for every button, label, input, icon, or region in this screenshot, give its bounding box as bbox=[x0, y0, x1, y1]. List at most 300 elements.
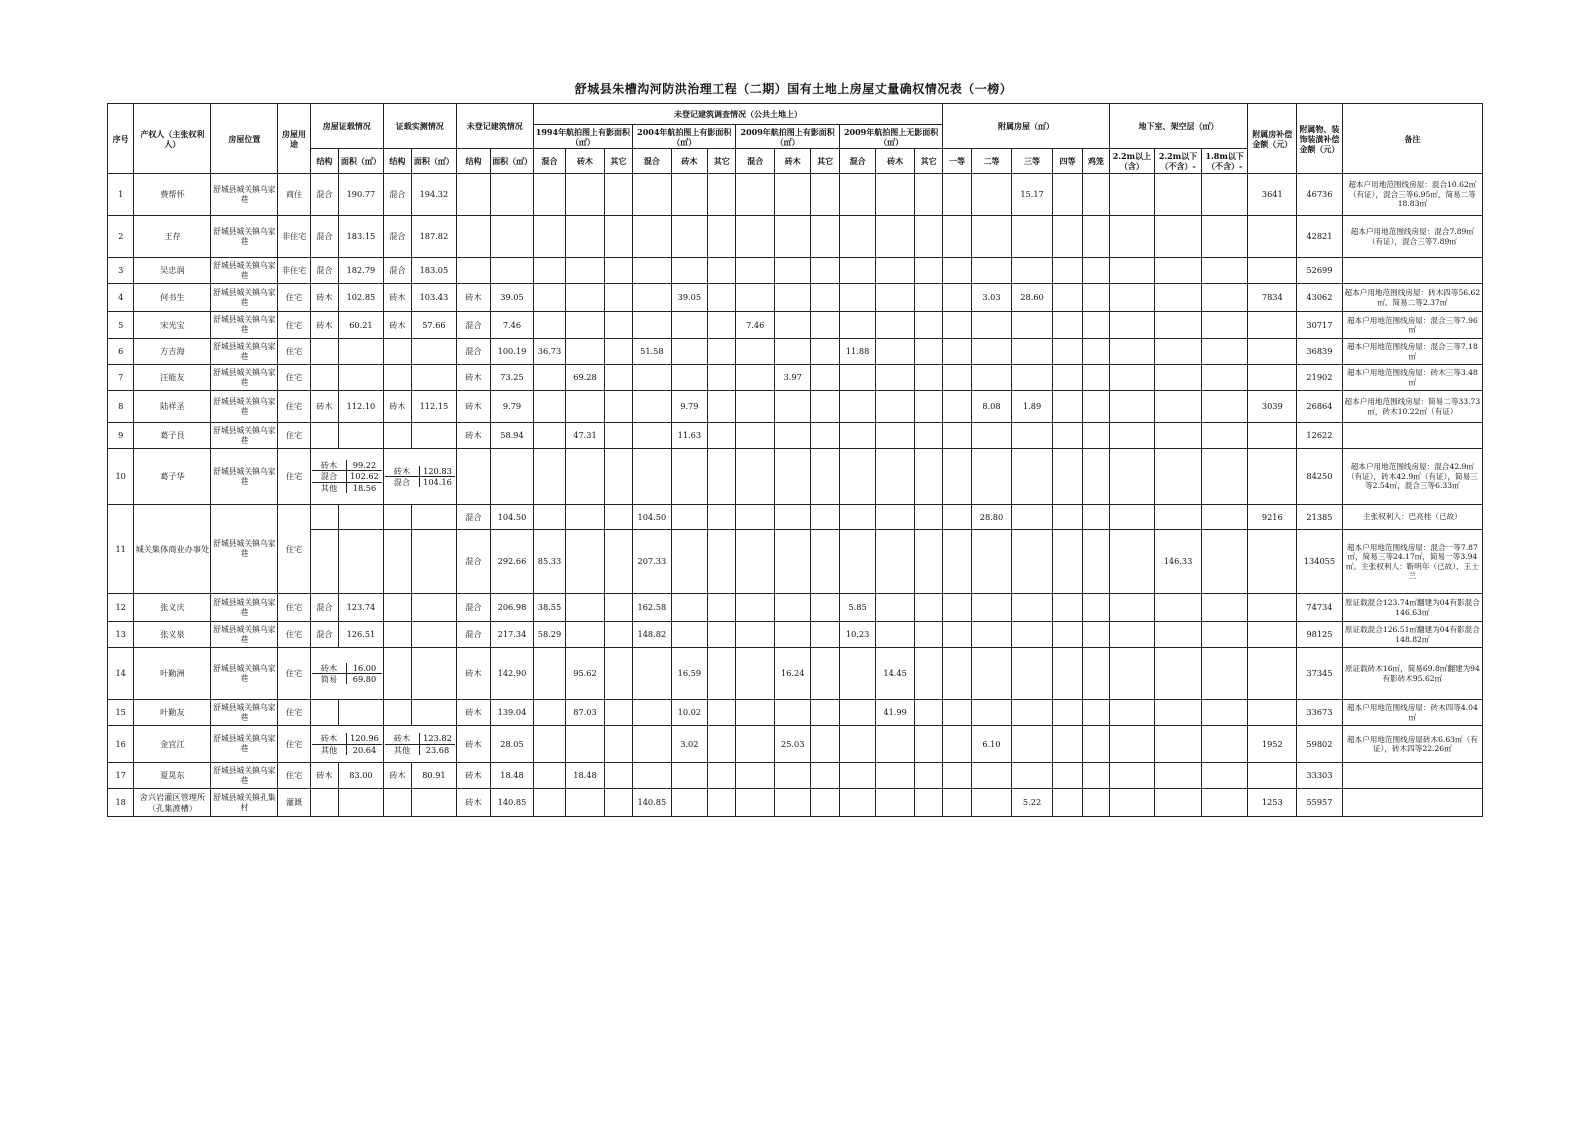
header-attached: 附属房屋（㎡） bbox=[943, 104, 1109, 149]
cell-b2 bbox=[1155, 622, 1202, 648]
house-location: 舒城县城关镇乌家巷 bbox=[211, 216, 278, 258]
table-row bbox=[108, 726, 1483, 763]
cell-z09: 25.03 bbox=[774, 726, 810, 763]
cell-g1 bbox=[943, 174, 971, 216]
measured-area bbox=[412, 648, 457, 700]
measured-area: 103.43 bbox=[412, 284, 457, 312]
cell-h04 bbox=[633, 700, 672, 726]
cert-area: 112.10 bbox=[339, 391, 384, 423]
cell-q04 bbox=[708, 216, 736, 258]
cell-z04 bbox=[671, 216, 707, 258]
cell-g2 bbox=[971, 258, 1012, 284]
cert-struct: 砖木 bbox=[310, 391, 338, 423]
cell-g3: 15.17 bbox=[1012, 174, 1053, 216]
cell-g4 bbox=[1052, 449, 1082, 505]
house-location: 舒城县城关镇乌家巷 bbox=[211, 648, 278, 700]
cell-b3 bbox=[1201, 622, 1248, 648]
property-table bbox=[107, 103, 1483, 817]
owner-name: 何书生 bbox=[134, 284, 211, 312]
cell-q09 bbox=[811, 258, 839, 284]
cell-z94 bbox=[566, 339, 605, 365]
cell-us bbox=[456, 449, 490, 505]
cert-area: 102.85 bbox=[339, 284, 384, 312]
page-title: 舒城县朱槽沟河防洪治理工程（二期）国有土地上房屋丈量确权情况表（一榜） bbox=[574, 82, 1013, 96]
cell-ua: 28.05 bbox=[491, 726, 534, 763]
house-usage: 住宅 bbox=[278, 505, 310, 594]
measured-area bbox=[412, 339, 457, 365]
measured-struct: 砖木 bbox=[383, 391, 411, 423]
cert-struct: 混合 bbox=[310, 594, 338, 622]
cert-area: 190.77 bbox=[339, 174, 384, 216]
cell-z09 bbox=[774, 423, 810, 449]
cell-b2 bbox=[1155, 391, 1202, 423]
cell-z94 bbox=[566, 449, 605, 505]
cell-h09 bbox=[736, 594, 775, 622]
attached-compensation bbox=[1248, 763, 1297, 789]
cell-z94: 87.03 bbox=[566, 700, 605, 726]
cell-q09 bbox=[811, 391, 839, 423]
sub-area: 120.83 bbox=[420, 466, 455, 477]
row-number: 5 bbox=[108, 312, 134, 339]
cell-g3 bbox=[1012, 365, 1053, 391]
cell-h09b bbox=[839, 423, 875, 449]
cell-q04 bbox=[708, 594, 736, 622]
measured-struct: 混合 bbox=[383, 216, 411, 258]
header-seq: 序号 bbox=[108, 104, 134, 174]
cell-h09b bbox=[839, 284, 875, 312]
cell-b3 bbox=[1201, 449, 1248, 505]
cell-ua: 73.25 bbox=[491, 365, 534, 391]
cell-z09b bbox=[876, 258, 915, 284]
deco-compensation: 46736 bbox=[1297, 174, 1343, 216]
cell-ua bbox=[491, 449, 534, 505]
attached-grade-2: 28.80 bbox=[971, 505, 1012, 530]
owner-name: 宋光宝 bbox=[134, 312, 211, 339]
cell-z09 bbox=[774, 174, 810, 216]
cell-us: 混合 bbox=[456, 622, 490, 648]
cell-h94 bbox=[533, 365, 565, 391]
cell-b1 bbox=[1109, 726, 1155, 763]
cell-q04 bbox=[708, 648, 736, 700]
header-zhuanmu: 砖木 bbox=[566, 149, 605, 174]
cell-g1 bbox=[943, 594, 971, 622]
cell-q09 bbox=[811, 726, 839, 763]
cell-h09b bbox=[839, 763, 875, 789]
cell-z09b bbox=[876, 763, 915, 789]
sub-area: 99.22 bbox=[347, 460, 382, 471]
remark bbox=[1342, 258, 1482, 284]
header-grade-4: 四等 bbox=[1052, 149, 1082, 174]
row-number: 3 bbox=[108, 258, 134, 284]
cell-q94 bbox=[604, 423, 632, 449]
cert-area bbox=[339, 365, 384, 391]
measured-struct bbox=[383, 365, 411, 391]
sub-struct: 砖木 bbox=[312, 663, 347, 674]
measured-struct bbox=[383, 700, 411, 726]
attached-compensation bbox=[1248, 339, 1297, 365]
house-location: 舒城县城关镇乌家巷 bbox=[211, 622, 278, 648]
cell-q94 bbox=[604, 391, 632, 423]
cell-b2 bbox=[1155, 449, 1202, 505]
cell-z94 bbox=[566, 594, 605, 622]
measured-area: 187.82 bbox=[412, 216, 457, 258]
house-usage: 住宅 bbox=[278, 726, 310, 763]
sub-area: 69.80 bbox=[352, 674, 377, 684]
cell-h04: 140.85 bbox=[633, 789, 672, 817]
cell-ua: 100.19 bbox=[491, 339, 534, 365]
header-basement-1: 2.2m以上（含） bbox=[1109, 149, 1155, 174]
cell-b2 bbox=[1155, 258, 1202, 284]
cell-h09b bbox=[839, 700, 875, 726]
cell-h94 bbox=[533, 648, 565, 700]
cell-q94 bbox=[604, 284, 632, 312]
house-location: 舒城县城关镇乌家巷 bbox=[211, 365, 278, 391]
header-cert: 房屋证载情况 bbox=[310, 104, 383, 149]
cell-q94 bbox=[604, 763, 632, 789]
cert-struct: 混合 bbox=[310, 174, 338, 216]
cell-g2 bbox=[971, 365, 1012, 391]
cert-struct bbox=[310, 423, 338, 449]
cell-q04 bbox=[708, 423, 736, 449]
cell-g2 bbox=[971, 700, 1012, 726]
cell-q09b bbox=[914, 726, 943, 763]
cert-struct: 混合 bbox=[310, 216, 338, 258]
cell-h04 bbox=[633, 391, 672, 423]
cell-q94 bbox=[604, 726, 632, 763]
table-header bbox=[108, 104, 1483, 174]
cell-z04: 10.02 bbox=[671, 700, 707, 726]
header-struct: 结构 bbox=[383, 149, 411, 174]
measured-struct: 混合 bbox=[383, 174, 411, 216]
header-location: 房屋位置 bbox=[211, 104, 278, 174]
header-2009a: 2009年航拍图上有影面积（㎡） bbox=[736, 125, 839, 149]
header-struct: 结构 bbox=[456, 149, 490, 174]
cell-g4 bbox=[1052, 423, 1082, 449]
cell-z94: 69.28 bbox=[566, 365, 605, 391]
attached-compensation bbox=[1248, 312, 1297, 339]
attached-compensation: 1952 bbox=[1248, 726, 1297, 763]
remark: 超本户用地范围线房屋：混合三等7.18㎡ bbox=[1342, 339, 1482, 365]
cell-q04 bbox=[708, 284, 736, 312]
cert-struct bbox=[310, 789, 338, 817]
cell-q09b bbox=[914, 449, 943, 505]
cell-h94 bbox=[533, 312, 565, 339]
cell-q94 bbox=[604, 789, 632, 817]
cell-g4 bbox=[1052, 174, 1082, 216]
table-row bbox=[108, 339, 1483, 365]
cell-z04 bbox=[671, 174, 707, 216]
cell-z09 bbox=[774, 312, 810, 339]
cell-q94 bbox=[604, 312, 632, 339]
cell-b2 bbox=[1155, 726, 1202, 763]
area-1994-hunhe: 85.33 bbox=[533, 530, 565, 594]
cell-g1 bbox=[943, 700, 971, 726]
measured-cell bbox=[383, 449, 456, 505]
cert-cell bbox=[310, 648, 383, 700]
cell-h94: 38.55 bbox=[533, 594, 565, 622]
cell-q09b bbox=[914, 622, 943, 648]
header-grade-1: 一等 bbox=[943, 149, 971, 174]
cell-ua bbox=[491, 258, 534, 284]
row-number: 10 bbox=[108, 449, 134, 505]
sub-struct: 砖木 bbox=[385, 733, 420, 744]
house-usage: 住宅 bbox=[278, 700, 310, 726]
row-number: 17 bbox=[108, 763, 134, 789]
sub-struct: 混合 bbox=[385, 477, 420, 488]
cell-h04 bbox=[633, 174, 672, 216]
deco-compensation: 134055 bbox=[1297, 530, 1343, 594]
measured-struct bbox=[383, 594, 411, 622]
cell-g4 bbox=[1052, 312, 1082, 339]
cell-z09b bbox=[876, 789, 915, 817]
cell-q09 bbox=[811, 423, 839, 449]
measured-struct: 砖木 bbox=[383, 763, 411, 789]
cell-h04 bbox=[633, 216, 672, 258]
house-location: 舒城县城关镇乌家巷 bbox=[211, 449, 278, 505]
attached-compensation bbox=[1248, 648, 1297, 700]
cell-ua: 39.05 bbox=[491, 284, 534, 312]
cert-cell bbox=[310, 449, 383, 505]
cert-struct bbox=[310, 700, 338, 726]
table-row bbox=[108, 763, 1483, 789]
deco-compensation: 21902 bbox=[1297, 365, 1343, 391]
owner-name: 金宜江 bbox=[134, 726, 211, 763]
cell-z04: 11.63 bbox=[671, 423, 707, 449]
attached-compensation: 7834 bbox=[1248, 284, 1297, 312]
cell-jl bbox=[1083, 789, 1109, 817]
cell-g4 bbox=[1052, 726, 1082, 763]
cell-g1 bbox=[943, 365, 971, 391]
cell-ua: 58.94 bbox=[491, 423, 534, 449]
row-number: 12 bbox=[108, 594, 134, 622]
cell-q09b bbox=[914, 423, 943, 449]
house-usage: 住宅 bbox=[278, 423, 310, 449]
header-basement: 地下室、架空层（㎡） bbox=[1109, 104, 1248, 149]
cell-b1 bbox=[1109, 594, 1155, 622]
cell-h94 bbox=[533, 763, 565, 789]
cell-h04: 51.58 bbox=[633, 339, 672, 365]
cell-b2 bbox=[1155, 174, 1202, 216]
header-deco-comp: 附属物、装饰装潢补偿金额（元） bbox=[1297, 104, 1343, 174]
cell-us bbox=[456, 258, 490, 284]
remark: 原证载混合123.74㎡翻建为04有影混合146.63㎡ bbox=[1342, 594, 1482, 622]
measured-struct: 砖木 bbox=[383, 312, 411, 339]
cell-g4 bbox=[1052, 284, 1082, 312]
header-attached-comp: 附属房补偿金额（元） bbox=[1248, 104, 1297, 174]
cell-z09b bbox=[876, 622, 915, 648]
sub-table bbox=[312, 733, 382, 755]
sub-struct: 砖木 bbox=[312, 460, 347, 471]
unreg-area: 104.50 bbox=[491, 505, 534, 530]
cell-jl bbox=[1083, 648, 1109, 700]
header-struct: 结构 bbox=[310, 149, 338, 174]
cell-g2 bbox=[971, 594, 1012, 622]
cell-z09b bbox=[876, 594, 915, 622]
house-usage: 住宅 bbox=[278, 449, 310, 505]
cell-jl bbox=[1083, 284, 1109, 312]
cell-jl bbox=[1083, 622, 1109, 648]
cell-q04 bbox=[708, 622, 736, 648]
cell-jl bbox=[1083, 258, 1109, 284]
cell-q09b bbox=[914, 594, 943, 622]
house-location: 舒城县城关镇乌家巷 bbox=[211, 284, 278, 312]
cert-area: 183.15 bbox=[339, 216, 384, 258]
cell-q09b bbox=[914, 365, 943, 391]
cell-b2 bbox=[1155, 423, 1202, 449]
cell-q09 bbox=[811, 594, 839, 622]
cell-jl bbox=[1083, 449, 1109, 505]
row-number: 4 bbox=[108, 284, 134, 312]
cell-g3 bbox=[1012, 423, 1053, 449]
cell-z04: 3.02 bbox=[671, 726, 707, 763]
owner-name: 陆祥圣 bbox=[134, 391, 211, 423]
cell-b3 bbox=[1201, 789, 1248, 817]
cell-q09b bbox=[914, 312, 943, 339]
cell-g2 bbox=[971, 789, 1012, 817]
cell-us: 砖木 bbox=[456, 789, 490, 817]
cell-q04 bbox=[708, 391, 736, 423]
cell-g2 bbox=[971, 449, 1012, 505]
cell-jl bbox=[1083, 312, 1109, 339]
cert-cell bbox=[310, 726, 383, 763]
table-row bbox=[108, 700, 1483, 726]
area-2004-hunhe: 207.33 bbox=[633, 530, 672, 594]
cell-z94 bbox=[566, 174, 605, 216]
cell-h04 bbox=[633, 648, 672, 700]
cell-b3 bbox=[1201, 423, 1248, 449]
row-number: 6 bbox=[108, 339, 134, 365]
cell-g2 bbox=[971, 648, 1012, 700]
cell-q09 bbox=[811, 339, 839, 365]
cell-h09 bbox=[736, 648, 775, 700]
cell-g1 bbox=[943, 648, 971, 700]
cell-g3: 1.89 bbox=[1012, 391, 1053, 423]
cell-h04: 162.58 bbox=[633, 594, 672, 622]
cell-z09b bbox=[876, 216, 915, 258]
cell-g1 bbox=[943, 339, 971, 365]
cell-q09b bbox=[914, 763, 943, 789]
cell-us bbox=[456, 216, 490, 258]
cell-q94 bbox=[604, 174, 632, 216]
cell-q04 bbox=[708, 763, 736, 789]
cell-b2 bbox=[1155, 594, 1202, 622]
table-row bbox=[108, 174, 1483, 216]
cell-b1 bbox=[1109, 449, 1155, 505]
cell-b1 bbox=[1109, 763, 1155, 789]
cert-area: 126.51 bbox=[339, 622, 384, 648]
measured-area: 80.91 bbox=[412, 763, 457, 789]
cell-us: 混合 bbox=[456, 594, 490, 622]
sub-struct: 其他 bbox=[312, 482, 347, 493]
cell-z04: 16.59 bbox=[671, 648, 707, 700]
cell-h94 bbox=[533, 423, 565, 449]
cell-h09 bbox=[736, 789, 775, 817]
deco-compensation: 55957 bbox=[1297, 789, 1343, 817]
cell-g1 bbox=[943, 258, 971, 284]
header-qita: 其它 bbox=[708, 149, 736, 174]
cell-z94 bbox=[566, 391, 605, 423]
cell-h09 bbox=[736, 726, 775, 763]
cell-g3: 28.60 bbox=[1012, 284, 1053, 312]
cell-b2 bbox=[1155, 284, 1202, 312]
cell-g1 bbox=[943, 622, 971, 648]
cell-z09 bbox=[774, 284, 810, 312]
cell-h09 bbox=[736, 700, 775, 726]
cell-g2: 3.03 bbox=[971, 284, 1012, 312]
cell-z94 bbox=[566, 284, 605, 312]
cell-h09: 7.46 bbox=[736, 312, 775, 339]
attached-compensation bbox=[1248, 594, 1297, 622]
sub-struct: 砖木 bbox=[312, 733, 347, 744]
remark bbox=[1342, 789, 1482, 817]
cert-area: 182.79 bbox=[339, 258, 384, 284]
header-hunhe: 混合 bbox=[736, 149, 775, 174]
cell-b1 bbox=[1109, 216, 1155, 258]
row-number: 13 bbox=[108, 622, 134, 648]
cell-b1 bbox=[1109, 391, 1155, 423]
deco-compensation: 42821 bbox=[1297, 216, 1343, 258]
header-unreg: 未登记建筑情况 bbox=[456, 104, 533, 149]
sub-table bbox=[312, 663, 382, 685]
cell-jl bbox=[1083, 391, 1109, 423]
cell-h09b bbox=[839, 391, 875, 423]
cell-z09: 16.24 bbox=[774, 648, 810, 700]
cell-q09b bbox=[914, 174, 943, 216]
cell-ua bbox=[491, 216, 534, 258]
cell-q09 bbox=[811, 648, 839, 700]
measured-area bbox=[412, 700, 457, 726]
cell-z09b bbox=[876, 312, 915, 339]
cell-h09b bbox=[839, 258, 875, 284]
cert-area bbox=[339, 789, 384, 817]
measured-area: 112.15 bbox=[412, 391, 457, 423]
owner-name: 方吉海 bbox=[134, 339, 211, 365]
table-row bbox=[108, 789, 1483, 817]
sub-struct: 其他 bbox=[312, 744, 347, 755]
cell-h09 bbox=[736, 174, 775, 216]
remark: 超本户用地范围线房屋：混合10.62㎡（有证），混合三等6.95㎡，简易二等18.83㎡ bbox=[1342, 174, 1482, 216]
cell-z04 bbox=[671, 594, 707, 622]
cell-z09b: 14.45 bbox=[876, 648, 915, 700]
table-row bbox=[108, 594, 1483, 622]
cell-z09 bbox=[774, 449, 810, 505]
remark: 超本户用地范围线房屋：砖木三等3.48㎡ bbox=[1342, 365, 1482, 391]
sub-area: 16.00 bbox=[347, 663, 382, 674]
cell-q09 bbox=[811, 365, 839, 391]
cell-z04 bbox=[671, 763, 707, 789]
cell-q04 bbox=[708, 339, 736, 365]
cell-z09 bbox=[774, 391, 810, 423]
header-area: 面积（㎡） bbox=[339, 149, 384, 174]
cell-jl bbox=[1083, 174, 1109, 216]
cell-b3 bbox=[1201, 312, 1248, 339]
remark: 超本户用地范围线房屋：简易二等33.73㎡，砖木10.22㎡（有证） bbox=[1342, 391, 1482, 423]
cell-g4 bbox=[1052, 622, 1082, 648]
cell-q94 bbox=[604, 622, 632, 648]
cell-z09 bbox=[774, 622, 810, 648]
cell-g4 bbox=[1052, 339, 1082, 365]
cell-b1 bbox=[1109, 174, 1155, 216]
cell-h04 bbox=[633, 423, 672, 449]
cell-jl bbox=[1083, 216, 1109, 258]
cell-q94 bbox=[604, 258, 632, 284]
cell-h94 bbox=[533, 391, 565, 423]
cell-jl bbox=[1083, 763, 1109, 789]
cell-b2 bbox=[1155, 312, 1202, 339]
cert-area: 123.74 bbox=[339, 594, 384, 622]
cell-q04 bbox=[708, 312, 736, 339]
deco-compensation: 26864 bbox=[1297, 391, 1343, 423]
